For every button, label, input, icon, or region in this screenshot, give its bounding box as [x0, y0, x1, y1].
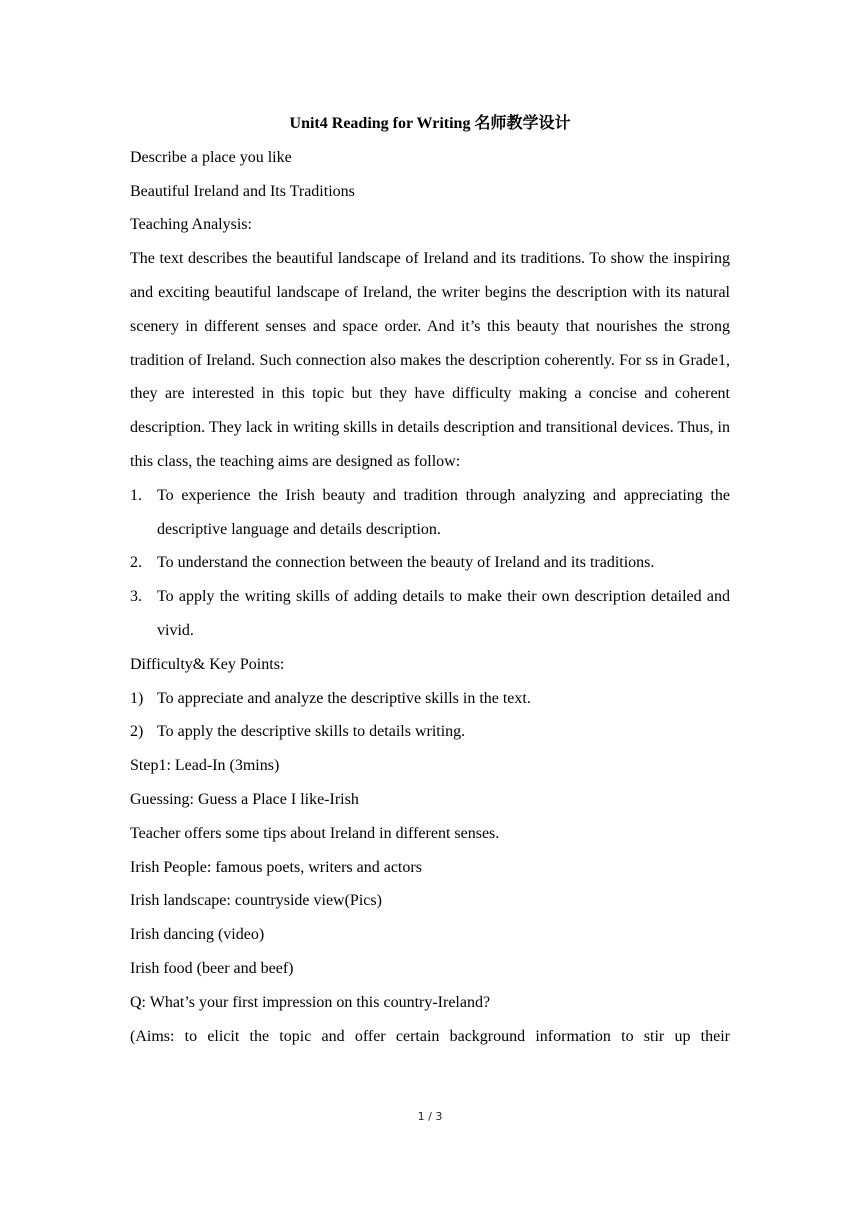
key-point-item-2 [130, 715, 730, 749]
key-points-heading: Difficulty& Key Points: [130, 655, 285, 673]
document-title: Unit4 Reading for Writing 名师教学设计 [289, 115, 571, 132]
key-point-marker-1: 1) [130, 689, 144, 707]
key-point-item-1 [130, 682, 730, 716]
irish-dancing-line: Irish dancing (video) [130, 926, 265, 944]
aim-text-1: To experience the Irish beauty and tradition through analyzing and appreciating the descriptive language and details description. [157, 486, 730, 538]
guessing-line: Guessing: Guess a Place I like-Irish [130, 790, 359, 808]
aim-item-1 [130, 479, 730, 547]
aim-text-2: To understand the connection between the beauty of Ireland and its traditions. [157, 554, 655, 572]
aim-marker-1: 1. [130, 486, 142, 504]
analysis-heading: Teaching Analysis: [130, 216, 252, 234]
aim-marker-3: 3. [130, 588, 142, 606]
key-point-text-2: To apply the descriptive skills to details writing. [157, 723, 466, 741]
aim-item-3 [130, 580, 730, 648]
analysis-paragraph: The text describes the beautiful landscape of Ireland and its traditions. To show the inspiring and exciting beautiful landscape of Ireland, the writer begins the description with its natural scenery in different senses and space order. And it’s this beauty that nourishes the strong tradition of Ireland. Such connection also makes the description coherently. For ss in Grade1, they are interested in this topic but they have difficulty making a concise and coherent description. They lack in writing skills in details description and transitional devices. Thus, in this class, the teaching aims are designed as follow: [130, 250, 730, 470]
tips-line: Teacher offers some tips about Ireland in different senses. [130, 824, 500, 842]
irish-food-line: Irish food (beer and beef) [130, 959, 294, 977]
aim-text-3: To apply the writing skills of adding details to make their own description detailed and vivid. [157, 588, 730, 639]
key-point-marker-2: 2) [130, 723, 144, 741]
document-body [130, 107, 730, 1053]
question-line: Q: What’s your first impression on this country-Ireland? [130, 993, 491, 1011]
page-number: 1 / 3 [417, 1110, 443, 1123]
aim-item-2 [130, 546, 730, 580]
aim-marker-2: 2. [130, 554, 142, 572]
subtitle-line: Beautiful Ireland and Its Traditions [130, 182, 355, 200]
irish-landscape-line: Irish landscape: countryside view(Pics) [130, 892, 382, 910]
key-point-text-1: To appreciate and analyze the descriptive skills in the text. [157, 689, 531, 707]
step-heading: Step1: Lead-In (3mins) [130, 757, 280, 775]
describe-line: Describe a place you like [130, 148, 292, 166]
aims-note: (Aims: to elicit the topic and offer certain background information to stir up their [130, 1027, 730, 1045]
irish-people-line: Irish People: famous poets, writers and actors [130, 858, 422, 876]
